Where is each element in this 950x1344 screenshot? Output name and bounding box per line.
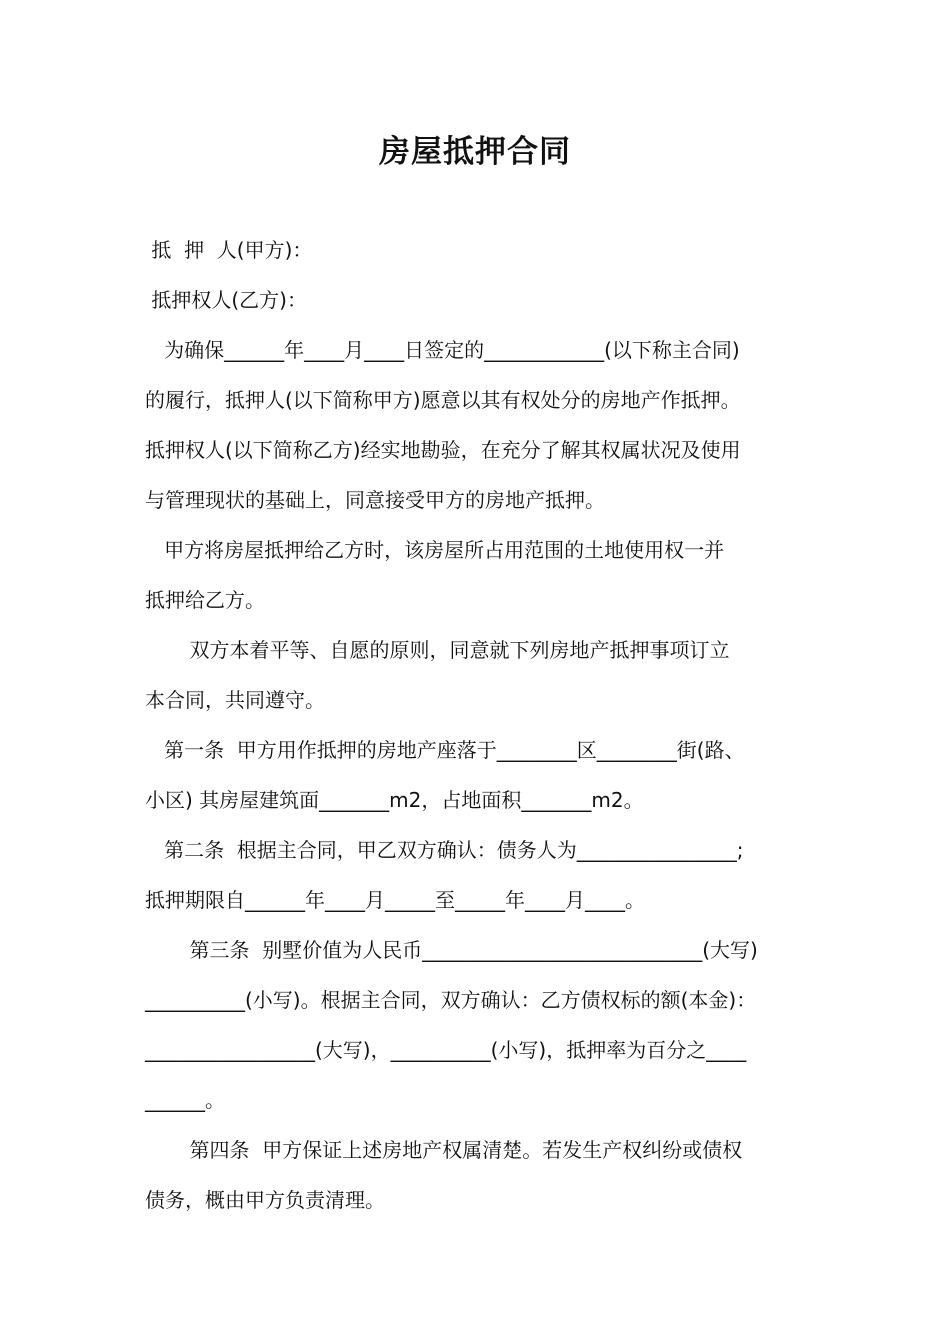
article-2-line-2: 抵押期限自______年____月_____至_____年____月____。 [145,888,645,912]
land-use-line-2: 抵押给乙方。 [145,588,265,612]
party-b-line: 抵押权人(乙方)： [145,288,307,312]
article-3-line-1: 第三条 别墅价值为人民币____________________________(大写) [145,938,758,962]
article-1-line-1: 第一条 甲方用作抵押的房地产座落于________区________街(路、 [145,738,745,762]
article-4-line-2: 债务，概由甲方负责清理。 [145,1188,385,1212]
party-a-line: 抵 押 人(甲方)： [145,238,313,262]
document-title: 房屋抵押合同 [379,134,571,170]
preamble-line-3: 抵押权人(以下简称乙方)经实地勘验，在充分了解其权属状况及使用 [145,438,741,462]
principle-line-1: 双方本着平等、自愿的原则，同意就下列房地产抵押事项订立 [145,638,730,662]
article-3-line-2: __________(小写)。根据主合同，双方确认：乙方债权标的额(本金)： [145,988,757,1012]
preamble-line-2: 的履行，抵押人(以下简称甲方)愿意以其有权处分的房地产作抵押。 [145,388,741,412]
article-3-line-3: _________________(大写)，__________(小写)，抵押率为百分之____ [145,1038,747,1062]
land-use-line-1: 甲方将房屋抵押给乙方时，该房屋所占用范围的土地使用权一并 [145,538,725,562]
article-3-line-4: ______。 [145,1088,225,1112]
article-1-line-2: 小区) 其房屋建筑面_______m2，占地面积_______m2。 [145,788,644,812]
preamble-line-4: 与管理现状的基础上，同意接受甲方的房地产抵押。 [145,488,605,512]
principle-line-2: 本合同，共同遵守。 [145,688,325,712]
preamble-line-1: 为确保______年____月____日签定的____________(以下称主合同) [145,338,740,362]
article-2-line-1: 第二条 根据主合同，甲乙双方确认：债务人为________________; [145,838,744,862]
article-4-line-1: 第四条 甲方保证上述房地产权属清楚。若发生产权纠纷或债权 [145,1138,743,1162]
